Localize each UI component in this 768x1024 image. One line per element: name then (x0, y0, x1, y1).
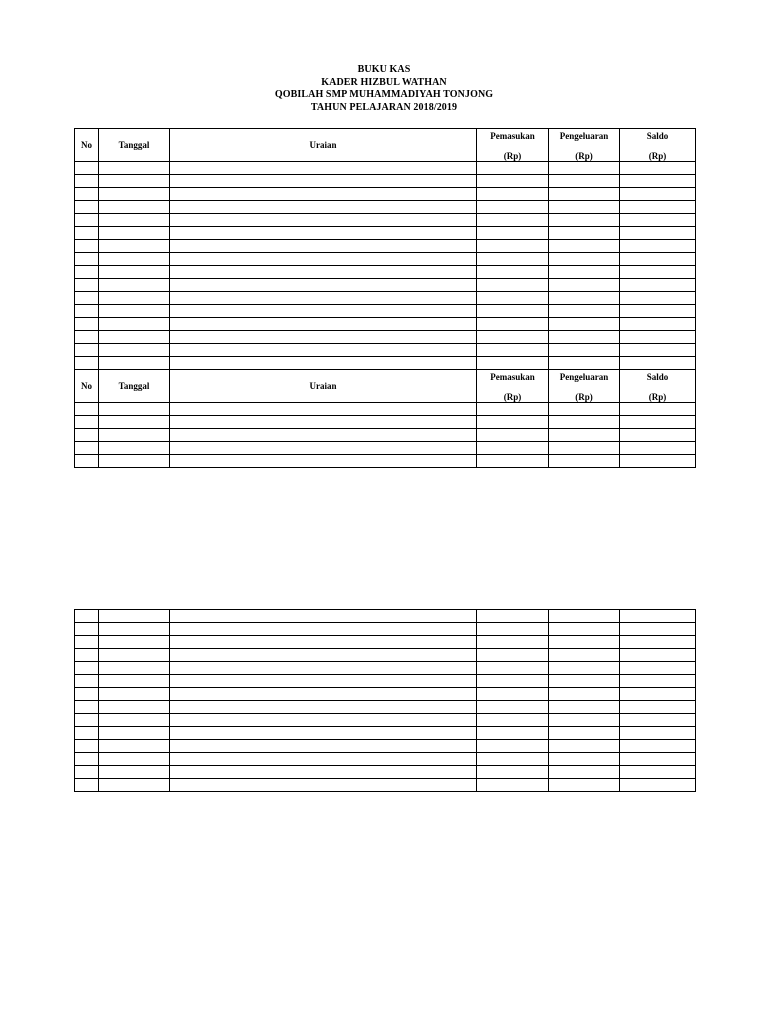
table-row (75, 636, 696, 649)
cell-pengeluaran (549, 357, 620, 370)
header-no: No (75, 129, 99, 162)
cell-tanggal (99, 240, 170, 253)
cell-no (75, 740, 99, 753)
table-row (75, 331, 696, 344)
table-row (75, 305, 696, 318)
cell-tanggal (99, 649, 170, 662)
cell-pengeluaran (549, 779, 620, 792)
cell-saldo (620, 623, 696, 636)
cell-uraian (170, 266, 477, 279)
cell-uraian (170, 416, 477, 429)
header-tanggal: Tanggal (99, 129, 170, 162)
cell-no (75, 318, 99, 331)
cell-pemasukan (477, 403, 549, 416)
cell-no (75, 240, 99, 253)
cell-pengeluaran (549, 253, 620, 266)
cell-tanggal (99, 279, 170, 292)
cell-pemasukan (477, 331, 549, 344)
cell-tanggal (99, 442, 170, 455)
table-row (75, 623, 696, 636)
cell-saldo (620, 753, 696, 766)
cell-pemasukan (477, 753, 549, 766)
title-line-3: QOBILAH SMP MUHAMMADIYAH TONJONG (274, 89, 494, 100)
cell-uraian (170, 753, 477, 766)
cell-tanggal (99, 292, 170, 305)
cell-no (75, 162, 99, 175)
table-row (75, 455, 696, 468)
table-row (75, 675, 696, 688)
cell-pengeluaran (549, 201, 620, 214)
cell-tanggal (99, 201, 170, 214)
cell-no (75, 292, 99, 305)
cell-saldo (620, 292, 696, 305)
cell-pemasukan (477, 279, 549, 292)
cell-pengeluaran (549, 240, 620, 253)
cell-pemasukan (477, 305, 549, 318)
cell-uraian (170, 292, 477, 305)
table-row (75, 740, 696, 753)
cell-pengeluaran (549, 162, 620, 175)
table-row (75, 292, 696, 305)
cell-uraian (170, 623, 477, 636)
cell-uraian (170, 162, 477, 175)
cell-uraian (170, 727, 477, 740)
cell-no (75, 662, 99, 675)
cell-no (75, 214, 99, 227)
table-row (75, 227, 696, 240)
cell-pengeluaran (549, 688, 620, 701)
cell-uraian (170, 403, 477, 416)
table-row (75, 318, 696, 331)
cell-saldo (620, 766, 696, 779)
cell-saldo (620, 610, 696, 623)
cell-saldo (620, 188, 696, 201)
cell-pemasukan (477, 662, 549, 675)
cell-saldo (620, 416, 696, 429)
cell-no (75, 266, 99, 279)
cell-pengeluaran (549, 227, 620, 240)
table-row (75, 779, 696, 792)
cell-uraian (170, 279, 477, 292)
title-line-2: KADER HIZBUL WATHAN (321, 76, 447, 88)
cell-uraian (170, 714, 477, 727)
cell-no (75, 701, 99, 714)
cell-pemasukan (477, 188, 549, 201)
ledger-table-1 (74, 128, 696, 370)
cell-uraian (170, 188, 477, 201)
cell-saldo (620, 344, 696, 357)
cell-no (75, 610, 99, 623)
title-line-4: TAHUN PELAJARAN 2018/2019 (310, 101, 458, 113)
cell-pemasukan (477, 292, 549, 305)
table-row (75, 727, 696, 740)
cell-pemasukan (477, 766, 549, 779)
cell-tanggal (99, 766, 170, 779)
header-uraian: Uraian (170, 129, 477, 162)
cell-uraian (170, 331, 477, 344)
table-row (75, 279, 696, 292)
ledger-table-2 (74, 369, 696, 468)
cell-tanggal (99, 305, 170, 318)
cell-tanggal (99, 688, 170, 701)
cell-uraian (170, 344, 477, 357)
cell-saldo (620, 442, 696, 455)
cell-no (75, 201, 99, 214)
cell-tanggal (99, 727, 170, 740)
ledger-table-3 (74, 609, 696, 792)
table-row (75, 175, 696, 188)
cell-uraian (170, 636, 477, 649)
cell-uraian (170, 442, 477, 455)
table-row (75, 662, 696, 675)
cell-no (75, 455, 99, 468)
cell-pemasukan (477, 636, 549, 649)
cell-pemasukan (477, 701, 549, 714)
cell-saldo (620, 779, 696, 792)
cell-pengeluaran (549, 442, 620, 455)
cell-tanggal (99, 675, 170, 688)
cell-no (75, 727, 99, 740)
cell-saldo (620, 636, 696, 649)
cell-tanggal (99, 403, 170, 416)
table-header-row (75, 129, 696, 162)
header-saldo: Saldo (Rp) (620, 370, 696, 403)
table-row (75, 266, 696, 279)
cell-pengeluaran (549, 214, 620, 227)
header-pengeluaran: Pengeluaran (Rp) (549, 370, 620, 403)
cell-no (75, 403, 99, 416)
table-row (75, 701, 696, 714)
cell-saldo (620, 266, 696, 279)
table-row (75, 714, 696, 727)
cell-tanggal (99, 714, 170, 727)
cell-uraian (170, 455, 477, 468)
cell-uraian (170, 305, 477, 318)
cell-saldo (620, 279, 696, 292)
cell-tanggal (99, 610, 170, 623)
cell-no (75, 175, 99, 188)
cell-tanggal (99, 662, 170, 675)
table-row (75, 240, 696, 253)
cell-pengeluaran (549, 623, 620, 636)
header-tanggal: Tanggal (99, 370, 170, 403)
cell-saldo (620, 429, 696, 442)
cell-tanggal (99, 188, 170, 201)
cell-saldo (620, 701, 696, 714)
cell-pemasukan (477, 688, 549, 701)
cell-no (75, 753, 99, 766)
table-row (75, 162, 696, 175)
cell-uraian (170, 253, 477, 266)
cell-saldo (620, 331, 696, 344)
cell-pengeluaran (549, 714, 620, 727)
cell-pengeluaran (549, 766, 620, 779)
cell-pengeluaran (549, 649, 620, 662)
cell-uraian (170, 201, 477, 214)
cell-uraian (170, 214, 477, 227)
cell-tanggal (99, 162, 170, 175)
cell-tanggal (99, 214, 170, 227)
cell-pengeluaran (549, 416, 620, 429)
cell-pemasukan (477, 266, 549, 279)
cell-pemasukan (477, 201, 549, 214)
cell-pemasukan (477, 740, 549, 753)
cell-saldo (620, 357, 696, 370)
cell-saldo (620, 214, 696, 227)
table-row (75, 429, 696, 442)
cell-no (75, 649, 99, 662)
cell-pemasukan (477, 675, 549, 688)
cell-pengeluaran (549, 331, 620, 344)
header-pengeluaran: Pengeluaran (Rp) (549, 129, 620, 162)
cell-saldo (620, 162, 696, 175)
cell-saldo (620, 662, 696, 675)
table-row (75, 766, 696, 779)
cell-uraian (170, 227, 477, 240)
cell-no (75, 279, 99, 292)
cell-saldo (620, 227, 696, 240)
cell-saldo (620, 455, 696, 468)
cell-uraian (170, 610, 477, 623)
cell-pengeluaran (549, 318, 620, 331)
cell-pemasukan (477, 344, 549, 357)
cell-pemasukan (477, 175, 549, 188)
cell-pemasukan (477, 727, 549, 740)
table-row (75, 442, 696, 455)
cell-pengeluaran (549, 305, 620, 318)
cell-no (75, 714, 99, 727)
cell-tanggal (99, 753, 170, 766)
cell-pemasukan (477, 227, 549, 240)
cell-no (75, 331, 99, 344)
cell-pemasukan (477, 253, 549, 266)
cell-pemasukan (477, 623, 549, 636)
cell-pengeluaran (549, 279, 620, 292)
cell-saldo (620, 727, 696, 740)
cell-no (75, 779, 99, 792)
cell-saldo (620, 253, 696, 266)
cell-no (75, 623, 99, 636)
table-row (75, 416, 696, 429)
cell-pemasukan (477, 416, 549, 429)
table-row (75, 688, 696, 701)
cell-pemasukan (477, 649, 549, 662)
cell-no (75, 416, 99, 429)
cell-tanggal (99, 429, 170, 442)
cell-tanggal (99, 227, 170, 240)
cell-tanggal (99, 253, 170, 266)
cell-uraian (170, 662, 477, 675)
cell-tanggal (99, 740, 170, 753)
table-row (75, 253, 696, 266)
header-no: No (75, 370, 99, 403)
cell-pengeluaran (549, 292, 620, 305)
cell-pengeluaran (549, 266, 620, 279)
title-line-1: BUKU KAS (357, 64, 411, 75)
table-row (75, 403, 696, 416)
table-row (75, 188, 696, 201)
cell-tanggal (99, 779, 170, 792)
cell-tanggal (99, 636, 170, 649)
cell-pengeluaran (549, 740, 620, 753)
cell-pemasukan (477, 318, 549, 331)
cell-uraian (170, 766, 477, 779)
cell-pemasukan (477, 779, 549, 792)
cell-pengeluaran (549, 636, 620, 649)
cell-uraian (170, 688, 477, 701)
cell-pemasukan (477, 162, 549, 175)
cell-no (75, 675, 99, 688)
cell-tanggal (99, 344, 170, 357)
cell-saldo (620, 175, 696, 188)
cell-pengeluaran (549, 188, 620, 201)
cell-pemasukan (477, 455, 549, 468)
cell-pemasukan (477, 442, 549, 455)
table-row (75, 610, 696, 623)
cell-no (75, 688, 99, 701)
cell-pengeluaran (549, 610, 620, 623)
cell-pemasukan (477, 357, 549, 370)
cell-no (75, 305, 99, 318)
cell-uraian (170, 649, 477, 662)
cell-pengeluaran (549, 662, 620, 675)
cell-pengeluaran (549, 429, 620, 442)
cell-saldo (620, 740, 696, 753)
cell-tanggal (99, 318, 170, 331)
cell-saldo (620, 201, 696, 214)
table-row (75, 753, 696, 766)
cell-tanggal (99, 455, 170, 468)
table-row (75, 357, 696, 370)
cell-no (75, 766, 99, 779)
cell-pengeluaran (549, 727, 620, 740)
cell-uraian (170, 779, 477, 792)
cell-tanggal (99, 357, 170, 370)
cell-no (75, 344, 99, 357)
cell-uraian (170, 240, 477, 253)
cell-pengeluaran (549, 675, 620, 688)
cell-pengeluaran (549, 455, 620, 468)
cell-pengeluaran (549, 344, 620, 357)
table-row (75, 201, 696, 214)
cell-no (75, 429, 99, 442)
cell-tanggal (99, 266, 170, 279)
cell-saldo (620, 649, 696, 662)
cell-no (75, 227, 99, 240)
table-header-row (75, 370, 696, 403)
cell-uraian (170, 318, 477, 331)
cell-uraian (170, 701, 477, 714)
header-uraian: Uraian (170, 370, 477, 403)
cell-pemasukan (477, 610, 549, 623)
cell-pengeluaran (549, 175, 620, 188)
cell-saldo (620, 318, 696, 331)
cell-saldo (620, 403, 696, 416)
cell-saldo (620, 675, 696, 688)
cell-pemasukan (477, 714, 549, 727)
cell-uraian (170, 429, 477, 442)
cell-uraian (170, 675, 477, 688)
cell-no (75, 253, 99, 266)
cell-pemasukan (477, 214, 549, 227)
cell-pengeluaran (549, 403, 620, 416)
cell-pengeluaran (549, 701, 620, 714)
cell-saldo (620, 305, 696, 318)
cell-pemasukan (477, 240, 549, 253)
table-row (75, 649, 696, 662)
cell-uraian (170, 357, 477, 370)
cell-tanggal (99, 623, 170, 636)
document-title (0, 64, 768, 114)
cell-pemasukan (477, 429, 549, 442)
header-pemasukan: Pemasukan (Rp) (477, 129, 549, 162)
cell-tanggal (99, 331, 170, 344)
cell-tanggal (99, 701, 170, 714)
cell-saldo (620, 240, 696, 253)
cell-no (75, 357, 99, 370)
cell-uraian (170, 740, 477, 753)
cell-saldo (620, 688, 696, 701)
table-row (75, 344, 696, 357)
header-saldo: Saldo (Rp) (620, 129, 696, 162)
header-pemasukan: Pemasukan (Rp) (477, 370, 549, 403)
cell-no (75, 636, 99, 649)
cell-tanggal (99, 416, 170, 429)
table-row (75, 214, 696, 227)
cell-pengeluaran (549, 753, 620, 766)
cell-no (75, 442, 99, 455)
cell-tanggal (99, 175, 170, 188)
cell-uraian (170, 175, 477, 188)
cell-saldo (620, 714, 696, 727)
cell-no (75, 188, 99, 201)
